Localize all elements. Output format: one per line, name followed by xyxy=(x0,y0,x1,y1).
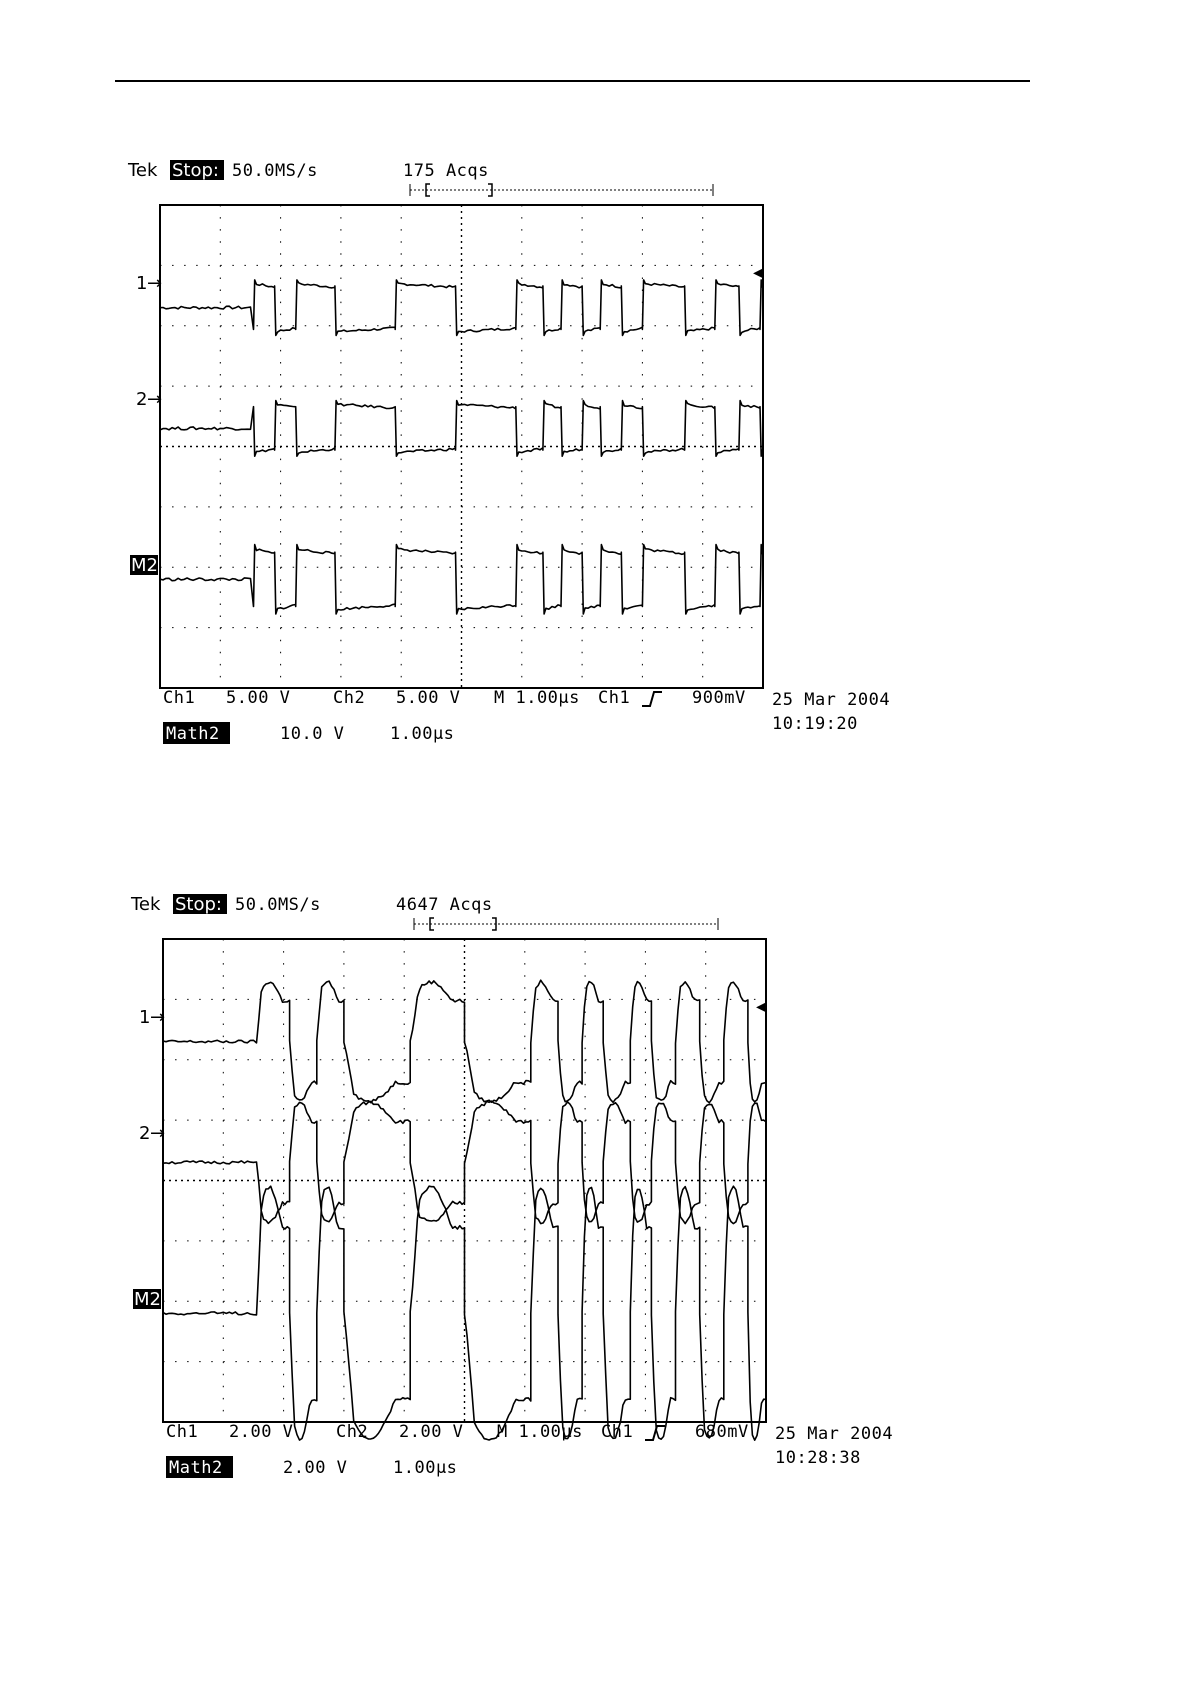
footer-math-label: Math2 xyxy=(169,1458,223,1478)
trace-math2 xyxy=(160,545,763,614)
ch2-marker: 2 xyxy=(136,389,148,410)
header-rate: 50.0MS/s xyxy=(235,895,321,915)
header-state: Stop: xyxy=(172,160,219,181)
record-length-indicator xyxy=(410,184,713,196)
scope-1-svg xyxy=(0,0,1190,760)
oscilloscope-capture-1 xyxy=(0,0,1190,760)
footer-ch2-scale: 2.00 V xyxy=(399,1422,464,1442)
ch2-arrow-icon: → xyxy=(147,389,163,410)
trigger-level-icon: ◂ xyxy=(756,996,766,1017)
header-brand: Tek xyxy=(128,160,158,181)
footer-timebase: M 1.00µs xyxy=(497,1422,583,1442)
footer-ch1-scale: 5.00 V xyxy=(226,688,291,708)
footer-timebase: M 1.00µs xyxy=(494,688,580,708)
footer-date: 25 Mar 2004 xyxy=(772,690,891,710)
footer-math-time: 1.00µs xyxy=(393,1458,458,1478)
footer-math-scale: 10.0 V xyxy=(280,724,345,744)
footer-date: 25 Mar 2004 xyxy=(775,1424,894,1444)
footer-ch1-label: Ch1 xyxy=(163,688,196,708)
plot-area-1 xyxy=(160,205,763,688)
footer-ch1-scale: 2.00 V xyxy=(229,1422,294,1442)
footer-trigger-source: Ch1 xyxy=(598,688,631,708)
footer-math-time: 1.00µs xyxy=(390,724,455,744)
ch1-marker: 1 xyxy=(139,1007,151,1028)
footer-ch2-scale: 5.00 V xyxy=(396,688,461,708)
math-marker: M2 xyxy=(131,555,158,576)
math-marker: M2 xyxy=(134,1289,161,1310)
footer-trigger-level: 900mV xyxy=(692,688,746,708)
footer-trigger-level: 680mV xyxy=(695,1422,749,1442)
header-brand: Tek xyxy=(131,894,161,915)
plot-area-2 xyxy=(163,939,766,1440)
ch1-arrow-icon: → xyxy=(147,273,163,294)
footer-clock: 10:19:20 xyxy=(772,714,858,734)
scope-2-svg xyxy=(0,734,1190,1494)
footer-ch2-label: Ch2 xyxy=(336,1422,369,1442)
footer-ch2-label: Ch2 xyxy=(333,688,366,708)
ch1-marker: 1 xyxy=(136,273,148,294)
oscilloscope-capture-2 xyxy=(0,734,1190,1494)
footer-clock: 10:28:38 xyxy=(775,1448,861,1468)
ch2-arrow-icon: → xyxy=(150,1123,166,1144)
rising-edge-icon xyxy=(642,692,662,706)
header-state: Stop: xyxy=(175,894,222,915)
ch1-arrow-icon: → xyxy=(150,1007,166,1028)
header-acqs: 4647 Acqs xyxy=(396,895,493,915)
ch2-marker: 2 xyxy=(139,1123,151,1144)
header-acqs: 175 Acqs xyxy=(403,161,489,181)
trigger-level-icon: ◂ xyxy=(753,262,763,283)
footer-trigger-source: Ch1 xyxy=(601,1422,634,1442)
header-rate: 50.0MS/s xyxy=(232,161,318,181)
footer-ch1-label: Ch1 xyxy=(166,1422,199,1442)
footer-math-label: Math2 xyxy=(166,724,220,744)
footer-math-scale: 2.00 V xyxy=(283,1458,348,1478)
record-length-indicator xyxy=(414,918,718,930)
